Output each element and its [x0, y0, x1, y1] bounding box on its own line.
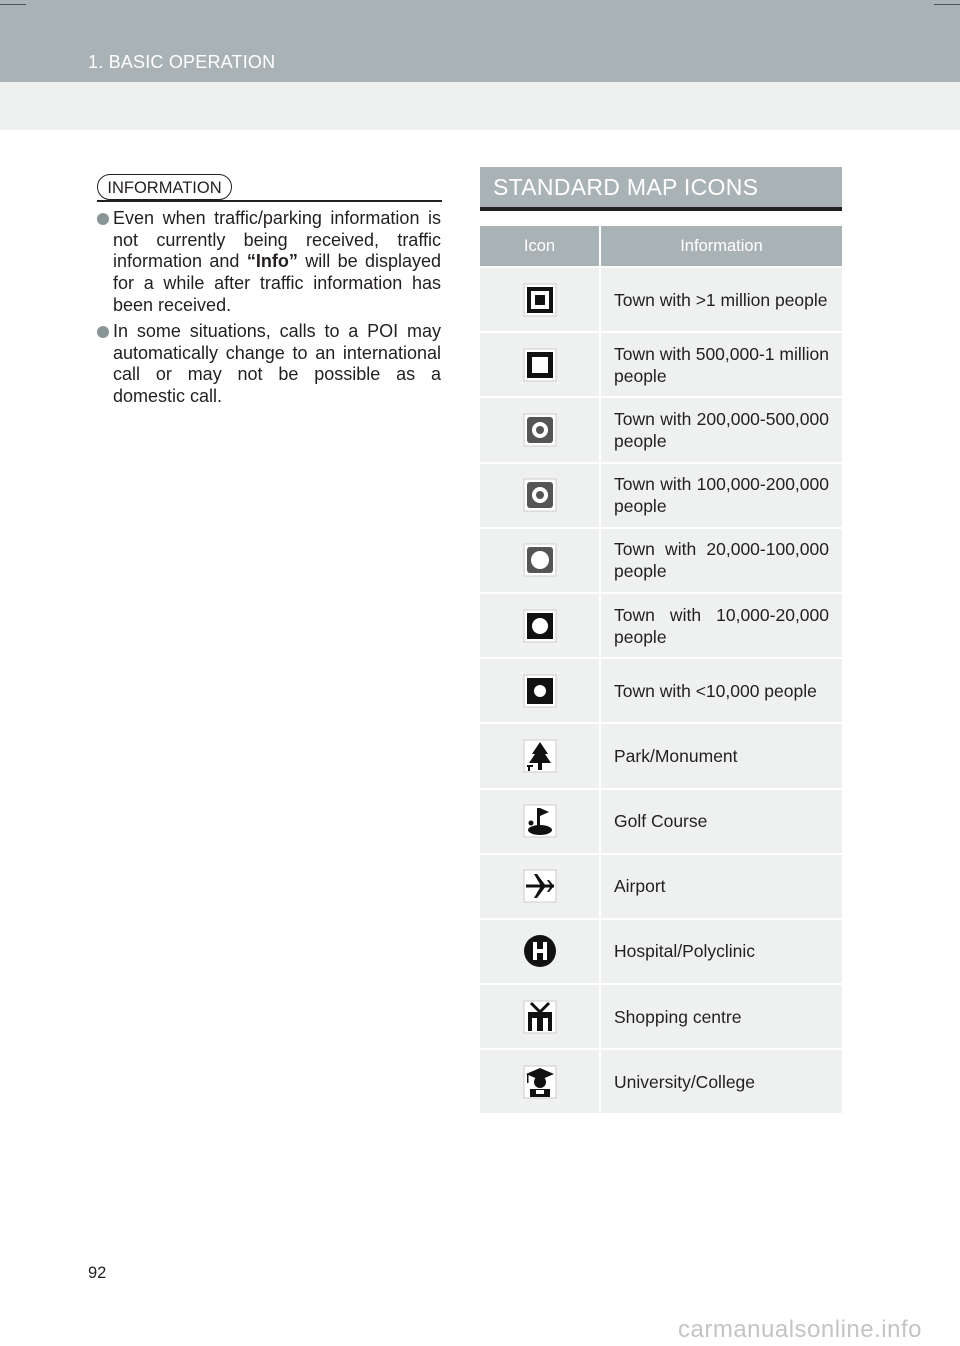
- crop-mark-right: [934, 0, 960, 5]
- icon-description: Town with 20,000-100,000 people: [614, 539, 829, 582]
- town-20k-icon: [523, 543, 557, 577]
- information-text: In some situations, calls to a POI may automatically change to an international call or may not be possible as a domestic call.: [113, 321, 441, 407]
- park-icon: [523, 739, 557, 773]
- hospital-icon: [523, 934, 557, 968]
- table-row: [480, 657, 842, 722]
- table-row: [480, 462, 842, 527]
- map-icons-table: [480, 226, 842, 1113]
- standard-map-icons-title: STANDARD MAP ICONS: [480, 167, 842, 207]
- table-row: [480, 331, 842, 396]
- table-row: [480, 1048, 842, 1113]
- airport-icon: [523, 869, 557, 903]
- icon-description: Park/Monument: [614, 745, 738, 766]
- section-title: 1. BASIC OPERATION: [88, 52, 276, 72]
- icon-description: Hospital/Polyclinic: [614, 941, 756, 962]
- icon-description: University/College: [614, 1071, 756, 1092]
- town-10k-icon: [523, 609, 557, 643]
- town-200k-icon: [523, 413, 557, 447]
- watermark: carmanualsonline.info: [678, 1316, 922, 1343]
- information-bold-text: “Info”: [246, 251, 298, 272]
- bullet-icon: [97, 213, 109, 225]
- table-row: [480, 396, 842, 461]
- information-item: [97, 208, 441, 317]
- information-divider: [97, 200, 442, 202]
- crop-mark-left: [0, 0, 26, 5]
- table-row: [480, 853, 842, 918]
- icon-description: Shopping centre: [614, 1006, 742, 1027]
- information-text: will be displayed for a while after traffic information has been received.: [113, 251, 442, 315]
- table-row: [480, 266, 842, 331]
- table-row: [480, 722, 842, 787]
- golf-icon: [523, 804, 557, 838]
- icon-description: Airport: [614, 876, 666, 897]
- icon-description: Town with 10,000-20,000 people: [614, 604, 829, 647]
- information-text: Even when traffic/parking information is not currently being received, traffic information and: [113, 208, 441, 272]
- information-tag: INFORMATION: [97, 174, 232, 200]
- column-header-information: Information: [680, 237, 763, 255]
- bullet-icon: [97, 326, 109, 338]
- information-item: [97, 321, 441, 408]
- icon-description: Town with 200,000-500,000 people: [614, 408, 829, 451]
- university-icon: [523, 1065, 557, 1099]
- icon-description: Town with <10,000 people: [614, 680, 817, 701]
- table-row: [480, 788, 842, 853]
- table-row: [480, 527, 842, 592]
- town-1m-icon: [523, 283, 557, 317]
- shopping-icon: [523, 1000, 557, 1034]
- header-subband: [0, 82, 960, 130]
- table-header: [480, 226, 842, 266]
- icon-description: Town with >1 million people: [614, 289, 828, 310]
- icon-description: Golf Course: [614, 811, 708, 832]
- table-row: [480, 983, 842, 1048]
- column-header-icon: Icon: [480, 226, 601, 266]
- page-number: 92: [88, 1264, 107, 1282]
- town-small-icon: [523, 674, 557, 708]
- table-row: [480, 592, 842, 657]
- table-row: [480, 918, 842, 983]
- town-500k-icon: [523, 348, 557, 382]
- icon-description: Town with 500,000-1 million people: [614, 343, 829, 386]
- town-100k-icon: [523, 478, 557, 512]
- title-rule: [480, 207, 842, 211]
- icon-description: Town with 100,000-200,000 people: [614, 474, 829, 517]
